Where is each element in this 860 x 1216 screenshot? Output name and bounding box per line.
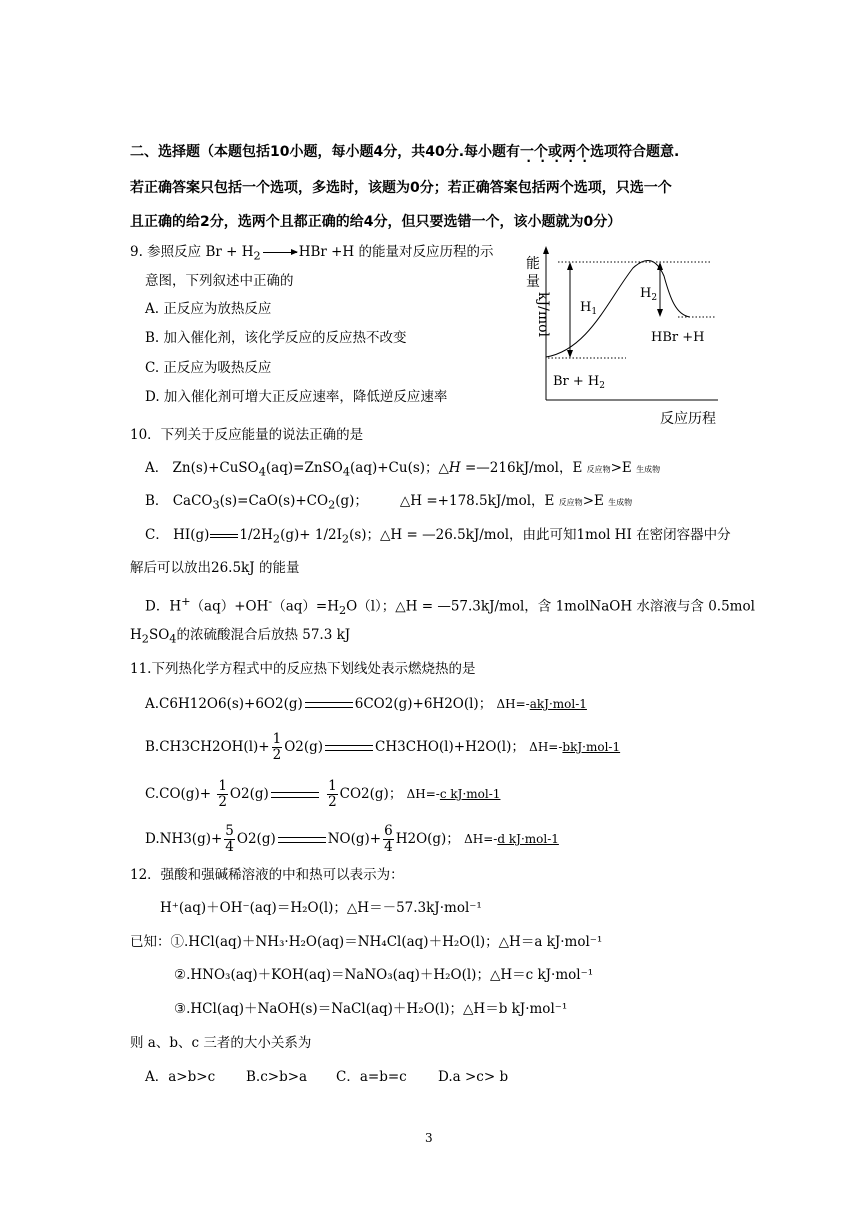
- equals-sign-icon: [271, 792, 319, 798]
- q12-stem: 12．强酸和强碱稀溶液的中和热可以表示为：: [130, 867, 404, 883]
- equals-sign-icon: [305, 702, 353, 708]
- q10-option-b: B． $CaCO_3(s)=CaO(s)+CO_2(g)$； △H =+178.5kJ/mol，E 反应物>E 生成物: [145, 493, 633, 512]
- q12-known-2: ②.HNO₃(aq)＋KOH(aq)＝NaNO₃(aq)＋H₂O(l)；△H＝c kJ·mol⁻¹: [174, 967, 594, 983]
- q11-option-a: A.C6H12O6(s)+6O2(g) 6CO2(g)+6H2O(l)； ΔH=-akJ·mol-1: [145, 696, 587, 712]
- h1-arrow-head-icon: [567, 262, 573, 270]
- h1-label: $H_1$: [580, 300, 598, 317]
- q10-option-c-line2: 解后可以放出26.5kJ 的能量: [130, 560, 300, 576]
- q10-option-a: A． Zn(s)+CuSO$_4$(aq)=ZnSO$_4$(aq)+Cu(s)；△H =—216kJ/mol，E 反应物>E 生成物: [145, 460, 661, 479]
- q10-option-d-line2: $H_2SO_4$的浓硫酸混合后放热 57.3 kJ: [130, 627, 351, 646]
- q9-stem: 9. 参照反应 $Br + H_2$ HBr +H 的能量对反应历程的示: [130, 244, 494, 263]
- h2-arrow-tail-icon: [657, 309, 663, 317]
- q12-equation: H⁺(aq)＋OH⁻(aq)＝H₂O(l)；△H＝－57.3kJ·mol⁻¹: [160, 900, 482, 916]
- fraction: $\frac{1}{2}$: [328, 778, 337, 810]
- reaction-arrow-icon: [263, 252, 297, 253]
- q12-known-3: ③.HCl(aq)＋NaOH(s)＝NaCl(aq)＋H₂O(l)；△H＝b kJ·mol⁻¹: [174, 1001, 568, 1017]
- fraction: $\frac{1}{2}$: [218, 778, 227, 810]
- q12-option-c: C．a=b=c: [336, 1069, 407, 1085]
- section-header-line1: 二、选择题（本题包括10小题，每小题4分，共40分.每小题有一个或两个选项符合题意.: [130, 144, 680, 160]
- equilibrium-arrow-icon: [210, 532, 238, 540]
- q12-option-d: D.a >c> b: [438, 1069, 509, 1085]
- y-label-unit: kJ/mol: [535, 292, 551, 337]
- energy-diagram: [518, 240, 738, 430]
- equals-sign-icon: [325, 745, 373, 751]
- emph-char: 两: [562, 144, 577, 160]
- q10-stem: 10．下列关于反应能量的说法正确的是: [130, 427, 364, 443]
- fraction: $\frac{6}{4}$: [384, 823, 393, 855]
- section-header-line3: 且正确的给2分，选两个且都正确的给4分，但只要选错一个，该小题就为0分）: [130, 214, 622, 230]
- h2-label: $H_2$: [640, 286, 658, 303]
- q12-ask: 则 a、b、c 三者的大小关系为: [130, 1035, 312, 1051]
- q9-stem-2: 意图，下列叙述中正确的: [145, 273, 294, 289]
- emph-char: 或: [548, 144, 563, 160]
- q9-option-a: A. 正反应为放热反应: [145, 301, 272, 317]
- equals-sign-icon: [278, 837, 326, 843]
- reactant-label: $Br + H_2$: [553, 374, 605, 391]
- section-header-line2: 若正确答案只包括一个选项，多选时，该题为0分；若正确答案包括两个选项，只选一个: [130, 180, 672, 196]
- emph-char: 一: [520, 144, 535, 160]
- product-label: HBr +H: [651, 330, 705, 345]
- y-label-b: 量: [526, 274, 540, 290]
- q12-option-a: A．a>b>c: [145, 1069, 216, 1085]
- emph-char: 个: [534, 144, 549, 160]
- y-label-a: 能: [526, 256, 540, 272]
- q11-option-c: C.CO(g)+ $\frac{1}{2}$ O2(g) $\frac{1}{2}$ CO2(g)； ΔH=-c kJ·mol-1: [145, 778, 501, 810]
- q9-option-d: D. 加入催化剂可增大正反应速率，降低逆反应速率: [145, 389, 448, 405]
- q11-stem: 11.下列热化学方程式中的反应热下划线处表示燃烧热的是: [130, 661, 476, 677]
- y-axis-arrow-icon: [543, 246, 549, 254]
- q9-option-b: B. 加入催化剂，该化学反应的反应热不改变: [145, 330, 407, 346]
- q12-option-b: B.c>b>a: [246, 1069, 308, 1085]
- x-label: 反应历程: [660, 411, 716, 427]
- page-number: 3: [425, 1131, 433, 1145]
- fraction: $\frac{5}{4}$: [225, 823, 234, 855]
- q12-known-1: 已知：①.HCl(aq)＋NH₃·H₂O(aq)＝NH₄Cl(aq)＋H₂O(l)；△H＝a kJ·mol⁻¹: [130, 934, 603, 950]
- q11-option-b: B.CH3CH2OH(l)+ $\frac{1}{2}$ O2(g) CH3CHO(l)+H2O(l)； ΔH=-bkJ·mol-1: [145, 731, 621, 763]
- q10-option-d: D．$H^+(aq)+OH^-(aq)=H_2O(l)$；△H = —57.3kJ/mol，含 1molNaOH 水溶液与含 0.5mol: [145, 595, 755, 618]
- fraction: $\frac{1}{2}$: [272, 731, 282, 763]
- q10-option-c: C． HI(g) $1/2H_2(g)+ 1/2I_2(s)$；△H = —26.5kJ/mol，由此可知1mol HI 在密闭容器中分: [145, 527, 731, 546]
- emph-char: 个: [576, 144, 591, 160]
- h1-arrow-tail-icon: [567, 350, 573, 358]
- q9-option-c: C. 正反应为吸热反应: [145, 360, 272, 376]
- q11-option-d: D.NH3(g)+ $\frac{5}{4}$ O2(g) NO(g)+ $\frac{6}{4}$ H2O(g)； ΔH=-d kJ·mol-1: [145, 823, 559, 855]
